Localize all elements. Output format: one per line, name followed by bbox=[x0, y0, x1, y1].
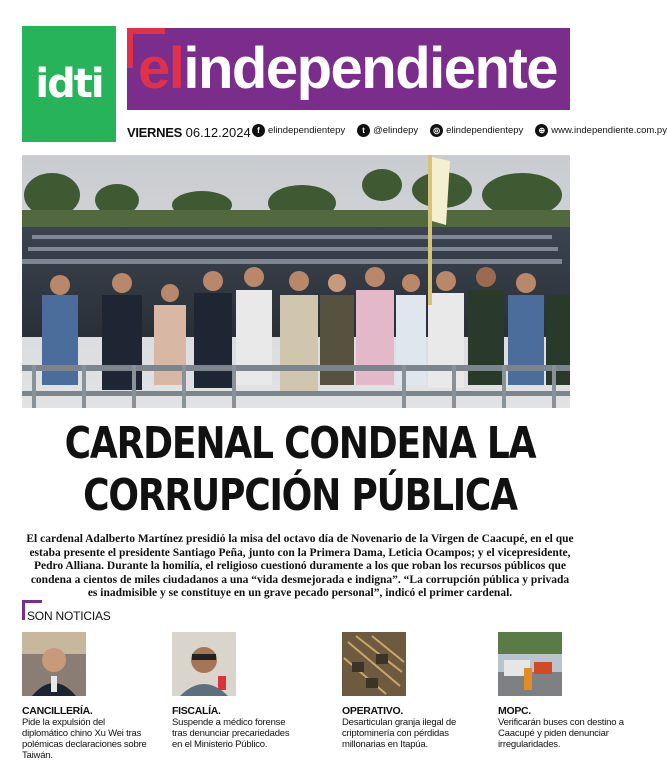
news-category: MOPC. bbox=[498, 705, 531, 717]
news-thumbnail bbox=[22, 632, 86, 696]
lead-paragraph: El cardenal Adalberto Martínez presidió la misa del octavo día de Novenario de la Virgen de Caacupé, en el que estaba presente el presidente Santiago Peña, junto con la Primera Dama, Leticia Ocampos; y el vicepresidente, Pedro Alliana. Durante la homilía, el religioso cuestionó duramente a los que roban los recursos públicos que condena a cientos de miles ciudadanos a una “vida desmejorada e indigna”. “La corrupción pública y privada es inadmisible y se constituye en un grave pecado personal”, indicó el primer cardenal. bbox=[26, 533, 574, 599]
issue-day: VIERNES bbox=[127, 125, 182, 140]
section-title: SON NOTICIAS bbox=[27, 609, 111, 623]
news-summary: Suspende a médico forense tras denunciar precariedades en el Ministerio Público. bbox=[172, 717, 290, 750]
news-summary: Desarticulan granja ilegal de criptominería con pérdidas millonarias en Itapúa. bbox=[342, 717, 457, 750]
social-links bbox=[252, 124, 667, 137]
issue-date-value: 06.12.2024 bbox=[185, 125, 251, 140]
news-category: OPERATIVO. bbox=[342, 705, 403, 717]
instagram-icon: ◎ bbox=[430, 124, 443, 137]
social-web[interactable] bbox=[535, 124, 667, 137]
issue-date bbox=[127, 125, 251, 140]
headline-line-2: CORRUPCIÓN PÚBLICA bbox=[83, 470, 517, 521]
main-photo bbox=[22, 155, 570, 408]
news-summary: Verificarán buses con destino a Caacupé y piden denunciar irregularidades. bbox=[498, 717, 624, 750]
news-category: FISCALÍA. bbox=[172, 705, 221, 717]
news-summary: Pide la expulsión del diplomático chino Xu Wei tras polémicas declaraciones sobre Taiwán. bbox=[22, 717, 147, 761]
news-category: CANCILLERÍA. bbox=[22, 705, 93, 717]
news-item-mopc[interactable] bbox=[498, 632, 628, 750]
main-headline bbox=[54, 418, 546, 522]
social-label: elindependientepy bbox=[446, 125, 524, 136]
social-label: elindependientepy bbox=[268, 125, 346, 136]
headline-line-1: CARDENAL CONDENA LA bbox=[64, 418, 536, 469]
web-icon: ⊕ bbox=[535, 124, 548, 137]
brand-rest: independiente bbox=[183, 36, 558, 101]
news-item-fiscalia[interactable] bbox=[172, 632, 302, 750]
news-thumbnail bbox=[498, 632, 562, 696]
logo-text: idti bbox=[35, 61, 103, 107]
idti-logo bbox=[22, 26, 116, 142]
social-twitter[interactable] bbox=[357, 124, 418, 137]
news-item-operativo[interactable] bbox=[342, 632, 472, 750]
social-label: www.independiente.com.py bbox=[551, 125, 667, 136]
news-thumbnail bbox=[342, 632, 406, 696]
social-facebook[interactable] bbox=[252, 124, 345, 137]
facebook-icon: f bbox=[252, 124, 265, 137]
news-item-cancilleria[interactable] bbox=[22, 632, 152, 761]
social-instagram[interactable] bbox=[430, 124, 523, 137]
social-label: @elindepy bbox=[373, 125, 419, 136]
news-thumbnail bbox=[172, 632, 236, 696]
brand-el: el bbox=[138, 36, 184, 101]
newspaper-title bbox=[138, 34, 557, 104]
twitter-icon: t bbox=[357, 124, 370, 137]
